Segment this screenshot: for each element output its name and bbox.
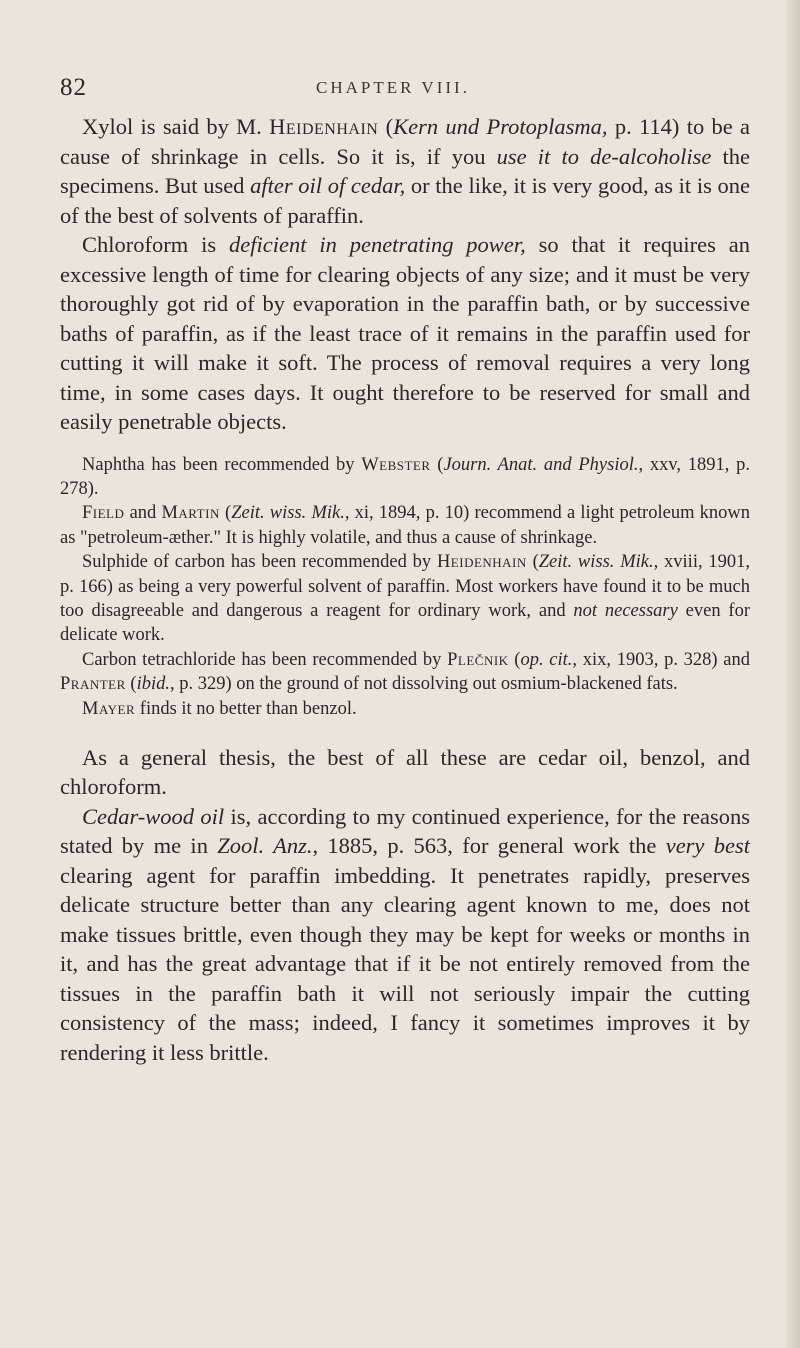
paragraph-chloroform: [60, 230, 750, 437]
text-run: (: [378, 114, 394, 139]
text-run: Naphtha has been recommended by: [82, 454, 362, 475]
text-run: , p. 329) on the ground of not dissolving out osmium-blackened fats.: [170, 674, 678, 695]
text-run: (: [219, 503, 232, 524]
emphasis: very best: [665, 833, 750, 859]
text-run: p. 114) to be a cause of shrinkage in cells. So it is, if you: [60, 114, 750, 169]
paragraph-cedar-oil: [60, 802, 750, 1068]
citation-title: Journ. Anat. and Physiol.: [443, 454, 639, 475]
paragraph-xylol: [60, 112, 750, 230]
text-run: Chloroform is: [82, 232, 229, 257]
emphasis: after oil of cedar,: [250, 173, 406, 198]
citation-title: op. cit.: [520, 649, 573, 670]
emphasis: Cedar-wood oil: [82, 803, 225, 829]
emphasis: deficient in penetrating power,: [229, 232, 526, 257]
text-run: the specimens. But used: [60, 143, 750, 198]
running-head: CHAPTER VIII.: [316, 78, 470, 97]
page-number: 82: [60, 74, 87, 101]
paragraph-mayer: [60, 697, 750, 721]
text-run: , xix, 1903, p. 328) and: [572, 649, 751, 670]
citation-title: Zool. Anz.: [217, 833, 313, 859]
author-name: Heidenhain: [436, 552, 527, 573]
author-name: Field: [82, 503, 125, 524]
text-run: Sulphide of carbon has been recommended by: [82, 552, 437, 573]
paragraph-naphtha: [60, 453, 750, 502]
text-run: As a general thesis, the best of all these are cedar oil, benzol, and chloroform.: [60, 744, 750, 800]
text-run: Carbon tetrachloride has been recommended by: [82, 649, 448, 670]
text-run: so that it requires an excessive length of time for clearing objects of any size; and it must be very thoroughly got rid of by evaporation in the paraffin bath, or by successive baths of paraffin, as if the least trace of it remains in the paraffin used for cutting it will make it soft. The process of removal requires a very long time, in some cases days. It ought therefore to be reserved for small and easily penetrable objects.: [60, 232, 751, 434]
page-body: [60, 112, 750, 1067]
citation-title: ibid.: [136, 674, 170, 695]
page-edge: [786, 0, 800, 1348]
author-name: Plečnik: [447, 649, 509, 670]
text-run: (: [430, 454, 444, 475]
author-name: Pranter: [60, 674, 126, 695]
text-run: or the like, it is very good, as it is one of the best of solvents of paraffin.: [60, 173, 750, 228]
paragraph-carbon-tetrachloride: [60, 648, 750, 697]
emphasis: not necessary: [573, 600, 678, 621]
citation-title: Kern und Protoplasma,: [393, 114, 608, 139]
citation-title: Zeit. wiss. Mik.: [231, 503, 345, 524]
text-run: (: [125, 674, 137, 695]
text-run: and: [124, 503, 162, 524]
paragraph-field-martin: [60, 501, 750, 550]
text-run: (: [508, 649, 521, 670]
text-run: , xxv, 1891, p. 278).: [60, 454, 750, 499]
text-run: even for delicate work.: [60, 600, 750, 646]
author-name: Heidenhain: [269, 114, 379, 139]
text-run: finds it no better than benzol.: [135, 698, 357, 719]
text-run: Xylol is said by M.: [82, 114, 270, 139]
text-run: , xi, 1894, p. 10) recommend a light petroleum known as "petroleum-æther." It is highly volatile, and thus a cause of shrinkage.: [60, 503, 750, 548]
author-name: Martin: [161, 503, 220, 524]
text-run: is, according to my continued experience, for the reasons stated by me in: [60, 803, 750, 859]
author-name: Webster: [361, 454, 431, 475]
text-run: clearing agent for paraffin imbedding. It penetrates rapidly, preserves delicate structure better than any clearing agent known to me, does not make tissues brittle, even though they may be kept for weeks or months in it, and has the great advantage that if it be not entirely removed from the tissues in the paraffin bath it will not seriously impair the cutting consistency of the mass; indeed, I fancy it sometimes improves it by rendering it less brittle.: [60, 862, 750, 1065]
text-run: , 1885, p. 563, for general work the: [312, 833, 666, 859]
text-run: (: [526, 552, 539, 573]
text-run: , xviii, 1901, p. 166) as being a very powerful solvent of paraffin. Most workers have found it to be much too disagreeable and dangerous a reagent for ordinary work, and: [60, 552, 751, 621]
citation-title: Zeit. wiss. Mik.: [538, 552, 654, 573]
paragraph-sulphide: [60, 550, 750, 648]
author-name: Mayer: [82, 698, 136, 719]
paragraph-general-thesis: [60, 743, 750, 802]
emphasis: use it to de-alcoholise: [496, 143, 712, 169]
